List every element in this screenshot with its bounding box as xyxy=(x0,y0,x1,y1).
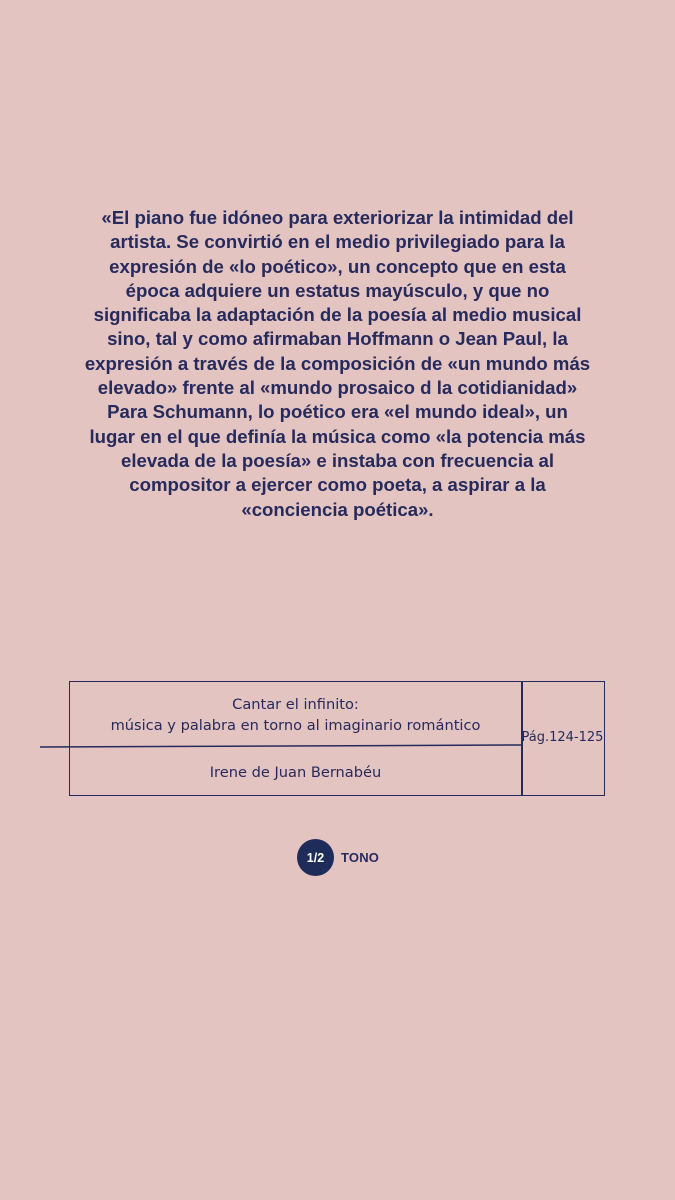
footer xyxy=(297,839,379,876)
quote-line: compositor a ejercer como poeta, a aspirar a la xyxy=(129,474,546,496)
quote-line: significaba la adaptación de la poesía al medio musical xyxy=(93,304,582,326)
book-title-line: Cantar el infinito: xyxy=(232,696,359,713)
quote-line: época adquiere un estatus mayúsculo, y que no xyxy=(125,279,550,301)
quote-line: Para Schumann, lo poético era «el mundo ideal», un xyxy=(107,401,568,423)
quote-line: artista. Se convirtió en el medio privilegiado para la xyxy=(110,231,565,253)
quote-line: expresión a través de la composición de «un mundo más xyxy=(84,352,591,374)
quote-line: expresión de «lo poético», un concepto que en esta xyxy=(109,255,566,277)
quote-line: «El piano fue idóneo para exteriorizar la intimidad del xyxy=(101,207,574,228)
page-range: Pág.124-125 xyxy=(521,730,604,745)
page-indicator-badge: 1/2 xyxy=(297,839,334,876)
brand-label: TONO xyxy=(341,850,380,865)
book-author: Irene de Juan Bernabéu xyxy=(209,764,382,781)
quote-text xyxy=(62,206,613,522)
horizontal-divider xyxy=(40,740,522,748)
quote-line: elevada de la poesía» e instaba con frecuencia al xyxy=(120,449,555,471)
book-title xyxy=(70,694,521,736)
source-citation-box xyxy=(69,681,605,796)
quote-line: lugar en el que definía la música como «la potencia más xyxy=(89,425,586,447)
book-subtitle-line: música y palabra en torno al imaginario romántico xyxy=(110,717,481,734)
quote-line: sino, tal y como afirmaban Hoffmann o Jean Paul, la xyxy=(107,328,568,350)
quote-line: «conciencia poética». xyxy=(241,498,434,520)
quote-line: elevado» frente al «mundo prosaico d la cotidianidad» xyxy=(97,377,578,399)
